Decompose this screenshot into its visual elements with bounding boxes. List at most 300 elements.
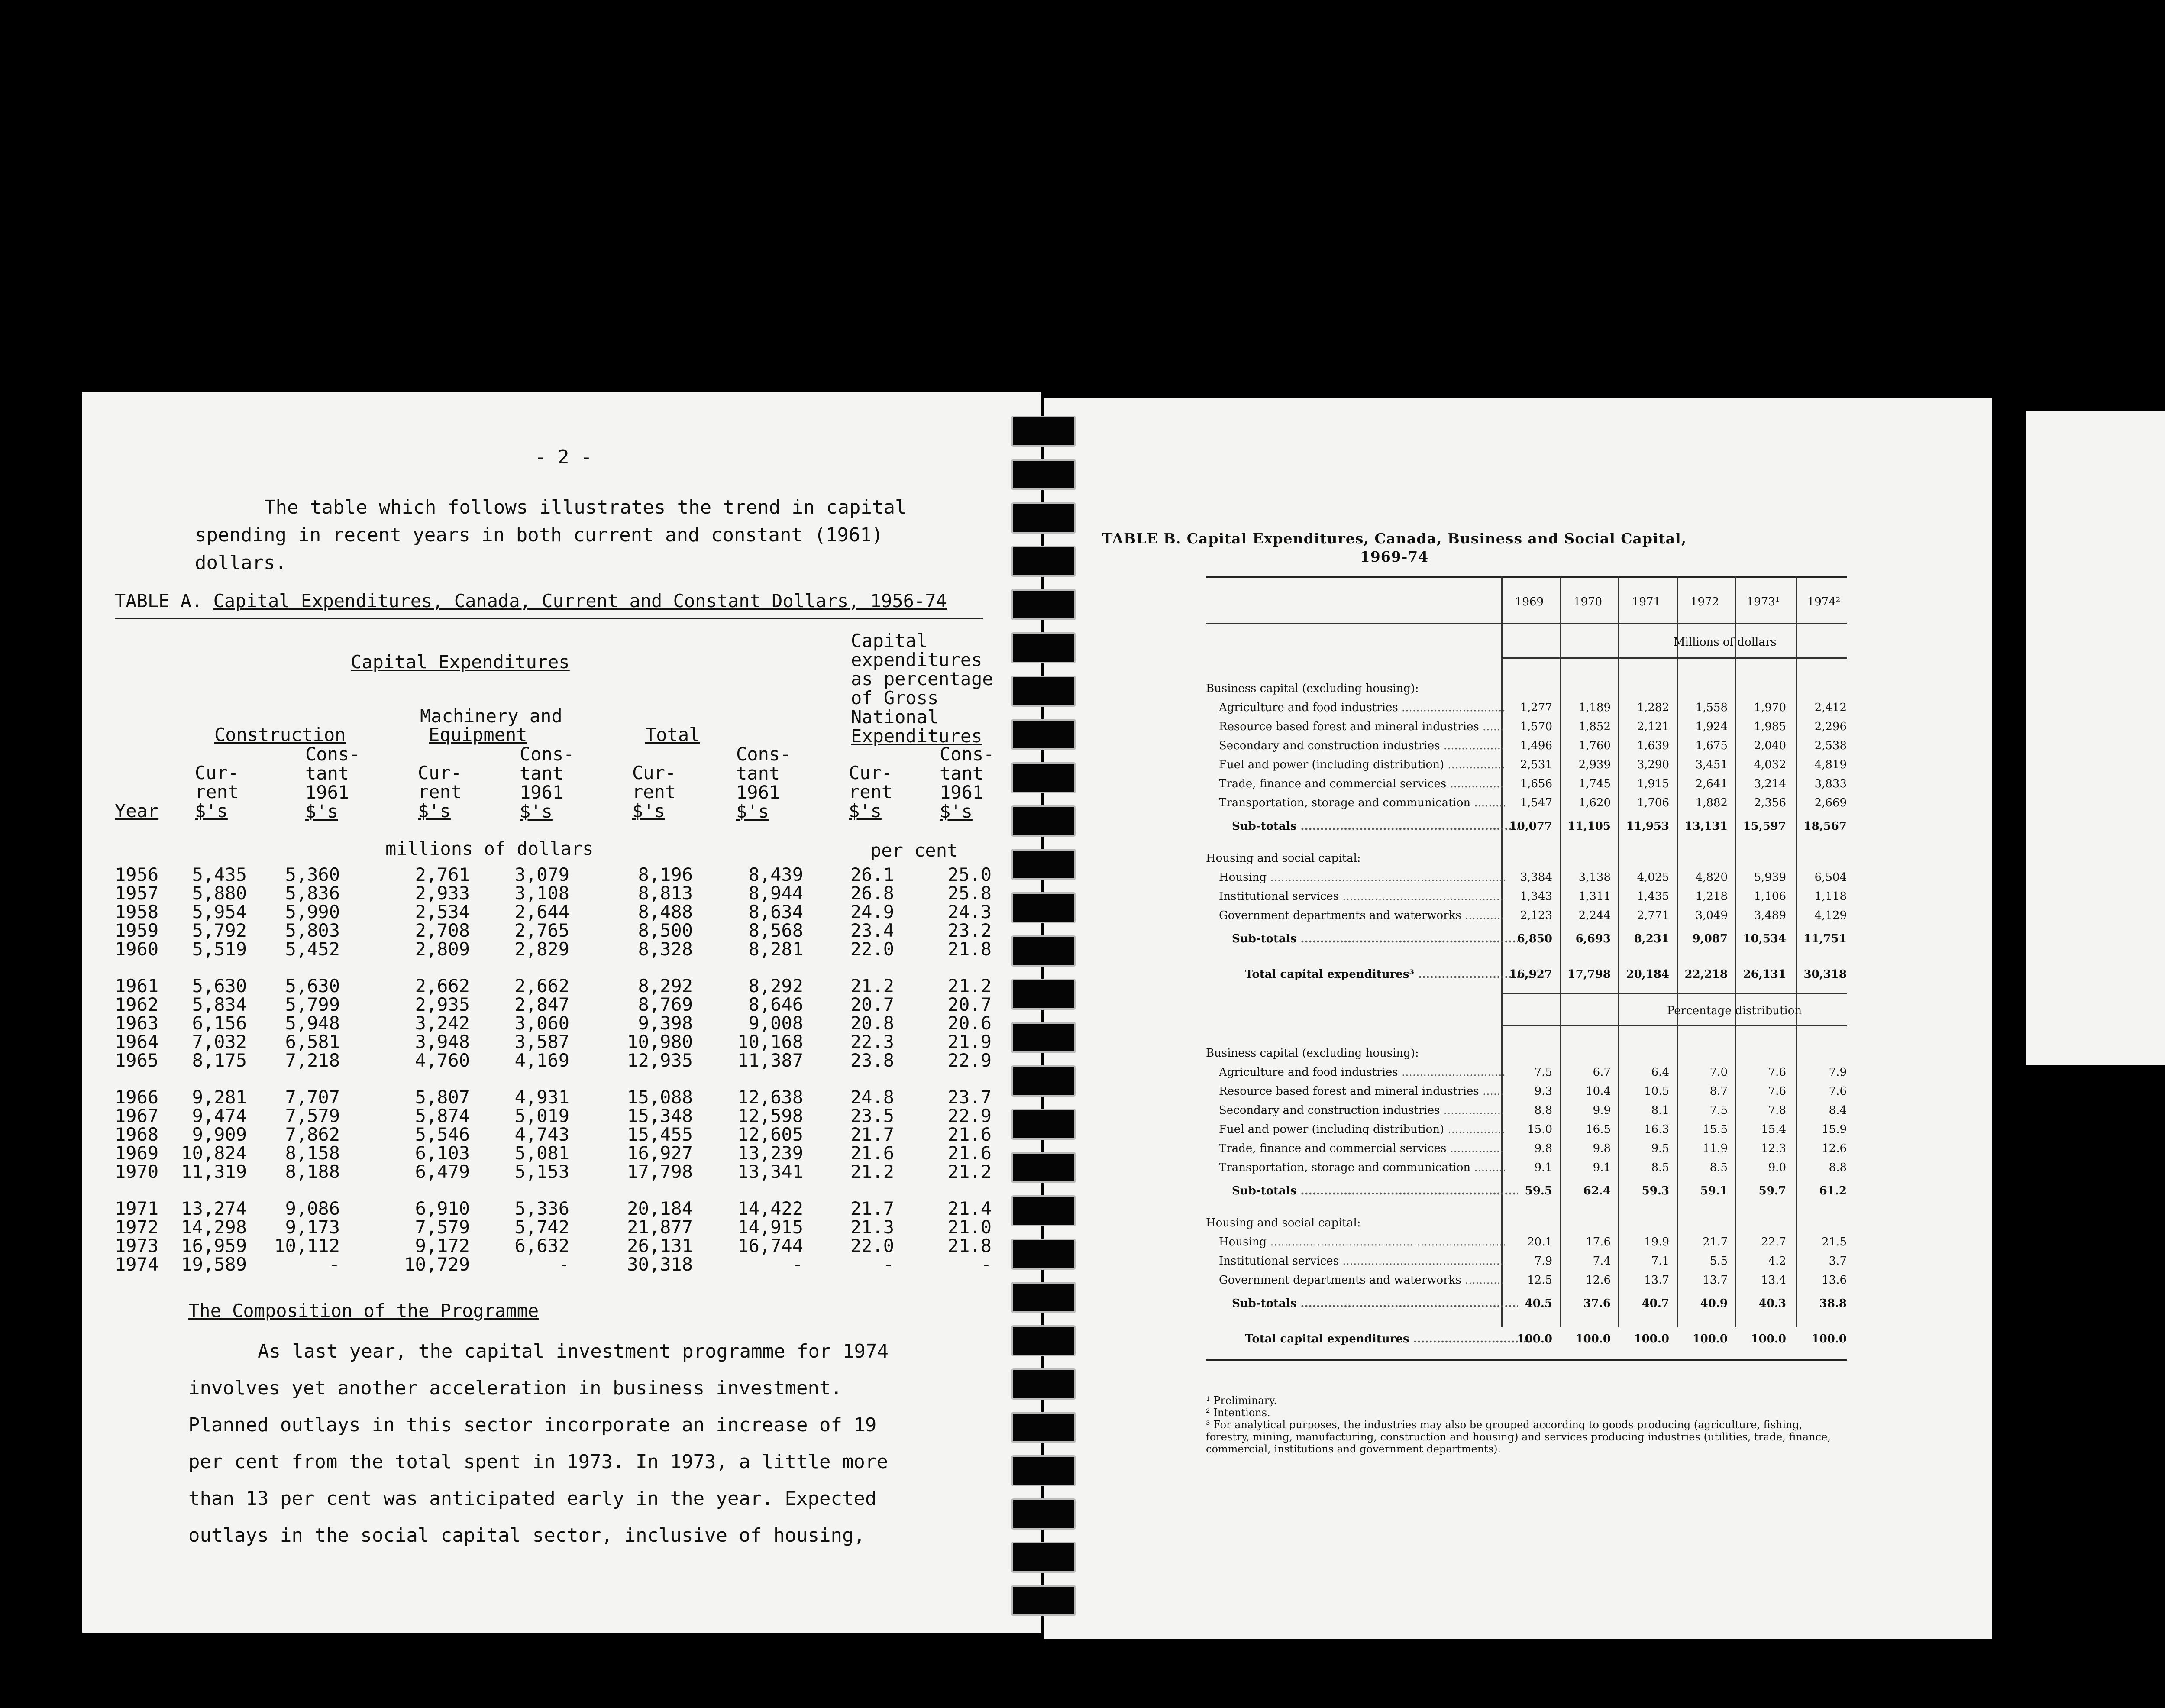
table-cell: 15.0 bbox=[1527, 1123, 1552, 1136]
table-b-row bbox=[1206, 701, 1847, 714]
binding-coil bbox=[1011, 1325, 1076, 1356]
table-cell: 9.5 bbox=[1651, 1142, 1669, 1155]
table-b-row bbox=[1206, 1104, 1847, 1117]
header-current-line: rent bbox=[418, 781, 462, 802]
year-cell: 1965 bbox=[115, 1050, 159, 1071]
table-cell: 10.4 bbox=[1586, 1085, 1611, 1098]
table-cell: 1,343 bbox=[1520, 890, 1552, 903]
row-label: Fuel and power (including distribution) ..... bbox=[1219, 758, 1505, 771]
table-cell: 21.0 bbox=[947, 1216, 992, 1238]
header-gne-line: as percentage bbox=[851, 668, 993, 689]
table-cell: 9.8 bbox=[1534, 1142, 1552, 1155]
table-cell: 4,032 bbox=[1754, 758, 1786, 771]
table-cell: 14,422 bbox=[737, 1198, 803, 1219]
table-cell: 21.7 bbox=[1703, 1236, 1728, 1249]
table-cell: 62.4 bbox=[1583, 1184, 1611, 1197]
table-cell: 2,765 bbox=[514, 920, 569, 941]
table-cell: 2,538 bbox=[1814, 739, 1847, 752]
section-heading: The Composition of the Programme bbox=[188, 1300, 539, 1321]
header-constant-line: 1961 bbox=[520, 782, 564, 803]
row-label: Housing and social capital: bbox=[1206, 852, 1361, 865]
table-b-row bbox=[1206, 1161, 1847, 1174]
table-cell: 8,488 bbox=[638, 901, 693, 922]
table-cell: 8,769 bbox=[638, 994, 693, 1015]
body-line: involves yet another acceleration in business investment. bbox=[188, 1377, 842, 1399]
row-label: Housing ..... bbox=[1219, 871, 1505, 884]
table-cell: 9,008 bbox=[748, 1013, 803, 1034]
year-cell: 1974 bbox=[115, 1254, 159, 1275]
table-cell: - bbox=[329, 1254, 340, 1275]
table-cell: 19,589 bbox=[181, 1254, 247, 1275]
table-cell: 9,173 bbox=[285, 1216, 340, 1238]
table-cell: 8.8 bbox=[1829, 1161, 1847, 1174]
table-cell: 3,108 bbox=[514, 883, 569, 904]
binding-coil bbox=[1011, 632, 1076, 663]
table-cell: 6.4 bbox=[1651, 1066, 1669, 1079]
table-cell: 2,935 bbox=[415, 994, 470, 1015]
table-cell: 5,939 bbox=[1754, 871, 1786, 884]
table-cell: 15.9 bbox=[1822, 1123, 1847, 1136]
table-cell: 5,948 bbox=[285, 1013, 340, 1034]
table-cell: 6,632 bbox=[514, 1235, 569, 1256]
table-cell: 2,412 bbox=[1814, 701, 1847, 714]
row-label: Total capital expenditures³ ..... bbox=[1245, 968, 1531, 981]
table-cell: 6,156 bbox=[192, 1013, 247, 1034]
table-cell: 5,519 bbox=[192, 938, 247, 960]
table-cell: 2,708 bbox=[415, 920, 470, 941]
table-cell: 5,452 bbox=[285, 938, 340, 960]
row-label: Institutional services ..... bbox=[1219, 890, 1505, 903]
year-cell: 1970 bbox=[115, 1161, 159, 1182]
year-cell: 1964 bbox=[115, 1031, 159, 1052]
table-cell: 7.6 bbox=[1829, 1085, 1847, 1098]
table-cell: 4,025 bbox=[1637, 871, 1669, 884]
table-cell: 4,931 bbox=[514, 1087, 569, 1108]
table-cell: 8,292 bbox=[638, 975, 693, 996]
table-cell: 4,743 bbox=[514, 1124, 569, 1145]
table-cell: 10,729 bbox=[404, 1254, 470, 1275]
table-cell: 7.5 bbox=[1534, 1066, 1552, 1079]
binding-coil bbox=[1011, 892, 1076, 923]
table-b-top-rule bbox=[1206, 576, 1847, 578]
header-constant-line: tant bbox=[520, 763, 564, 784]
table-b-bottom-rule bbox=[1206, 1359, 1847, 1361]
table-cell: 13,239 bbox=[737, 1142, 803, 1164]
table-cell: 26,131 bbox=[627, 1235, 693, 1256]
table-cell: 8,500 bbox=[638, 920, 693, 941]
table-cell: 100.0 bbox=[1517, 1333, 1552, 1346]
table-cell: 5,954 bbox=[192, 901, 247, 922]
table-cell: 3,049 bbox=[1695, 909, 1728, 922]
table-cell: 16.5 bbox=[1586, 1123, 1611, 1136]
table-cell: 26,131 bbox=[1743, 968, 1786, 981]
year-cell: 1960 bbox=[115, 938, 159, 960]
unit-percent: Percentage distribution bbox=[1667, 1004, 1802, 1017]
header-gne-group bbox=[851, 631, 993, 746]
header-gne-line: expenditures bbox=[851, 649, 982, 670]
header-constant bbox=[940, 745, 994, 821]
table-cell: 2,939 bbox=[1578, 758, 1611, 771]
intro-line: dollars. bbox=[195, 552, 287, 574]
row-label: Sub-totals ..... bbox=[1232, 1184, 1518, 1197]
table-cell: 9,909 bbox=[192, 1124, 247, 1145]
table-cell: 3,384 bbox=[1520, 871, 1552, 884]
table-cell: 9,398 bbox=[638, 1013, 693, 1034]
header-total: Total bbox=[645, 724, 700, 745]
table-cell: 1,915 bbox=[1637, 777, 1669, 790]
table-cell: 2,644 bbox=[514, 901, 569, 922]
table-cell: 7.6 bbox=[1768, 1085, 1786, 1098]
year-cell: 1957 bbox=[115, 883, 159, 904]
binding-coil bbox=[1011, 935, 1076, 967]
table-cell: 20.1 bbox=[1527, 1236, 1552, 1249]
unit-millions: millions of dollars bbox=[385, 838, 594, 859]
header-constant-line: tant bbox=[305, 763, 349, 784]
table-cell: 3,489 bbox=[1754, 909, 1786, 922]
year-cell: 1966 bbox=[115, 1087, 159, 1108]
table-cell: 2,669 bbox=[1814, 796, 1847, 809]
table-cell: 6,479 bbox=[415, 1161, 470, 1182]
binding-coil bbox=[1011, 979, 1076, 1010]
table-cell: 3,833 bbox=[1814, 777, 1847, 790]
row-label: Business capital (excluding housing): bbox=[1206, 682, 1419, 695]
table-b-row bbox=[1206, 890, 1847, 903]
header-constant-line: $'s bbox=[736, 801, 769, 822]
year-cell: 1973 bbox=[115, 1235, 159, 1256]
year-header-cell: 1974² bbox=[1807, 595, 1841, 608]
table-cell: 23.7 bbox=[947, 1087, 992, 1108]
header-constant-line: 1961 bbox=[940, 782, 984, 803]
header-constant-line: Cons- bbox=[940, 744, 995, 765]
table-cell: 9.0 bbox=[1768, 1161, 1786, 1174]
table-cell: 2,641 bbox=[1695, 777, 1728, 790]
binding-coil bbox=[1011, 1195, 1076, 1226]
table-cell: 2,534 bbox=[415, 901, 470, 922]
table-cell: 7.8 bbox=[1768, 1104, 1786, 1117]
table-cell: 61.2 bbox=[1819, 1184, 1847, 1197]
table-cell: 13,274 bbox=[181, 1198, 247, 1219]
table-cell: 9.1 bbox=[1593, 1161, 1611, 1174]
table-cell: 3,290 bbox=[1637, 758, 1669, 771]
year-cell: 1968 bbox=[115, 1124, 159, 1145]
unit-percent: per cent bbox=[870, 840, 958, 861]
row-label: Agriculture and food industries ..... bbox=[1219, 701, 1505, 714]
footnote: ¹ Preliminary. bbox=[1206, 1394, 1277, 1407]
binding-coil bbox=[1011, 762, 1076, 793]
table-cell: 12.6 bbox=[1586, 1274, 1611, 1287]
binding-coil bbox=[1011, 1542, 1076, 1573]
binding-coil bbox=[1011, 1412, 1076, 1443]
table-cell: 21.2 bbox=[947, 975, 992, 996]
row-label: Transportation, storage and communication ..... bbox=[1219, 796, 1505, 809]
table-cell: 6,581 bbox=[285, 1031, 340, 1052]
table-cell: 8.8 bbox=[1534, 1104, 1552, 1117]
row-label: Government departments and waterworks ..... bbox=[1219, 909, 1505, 922]
year-cell: 1971 bbox=[115, 1198, 159, 1219]
table-b-row bbox=[1206, 1274, 1847, 1287]
row-label: Total capital expenditures ..... bbox=[1245, 1333, 1531, 1346]
table-cell: 6,910 bbox=[415, 1198, 470, 1219]
row-label: Secondary and construction industries ..... bbox=[1219, 1104, 1505, 1117]
binding-coil bbox=[1011, 416, 1076, 447]
table-cell: 7,862 bbox=[285, 1124, 340, 1145]
table-b-row bbox=[1206, 682, 1847, 695]
table-cell: - bbox=[980, 1254, 992, 1275]
header-constant-line: 1961 bbox=[305, 782, 349, 803]
header-constant-line: Cons- bbox=[305, 744, 360, 765]
table-cell: 1,745 bbox=[1578, 777, 1611, 790]
table-cell: 1,970 bbox=[1754, 701, 1786, 714]
table-cell: 12,935 bbox=[627, 1050, 693, 1071]
table-cell: 23.2 bbox=[947, 920, 992, 941]
table-cell: 3,214 bbox=[1754, 777, 1786, 790]
page-number: - 2 - bbox=[535, 446, 592, 468]
table-cell: 2,531 bbox=[1520, 758, 1552, 771]
table-cell: 21.7 bbox=[850, 1124, 894, 1145]
table-b-row bbox=[1206, 1216, 1847, 1229]
table-b-row bbox=[1206, 1236, 1847, 1249]
header-gne-line: National bbox=[851, 706, 939, 728]
table-b-divider bbox=[1501, 993, 1847, 994]
table-cell: 17.6 bbox=[1586, 1236, 1611, 1249]
header-gne-line: of Gross bbox=[851, 687, 939, 708]
header-constant-line: tant bbox=[736, 763, 780, 784]
table-cell: 1,106 bbox=[1754, 890, 1786, 903]
table-cell: 5,546 bbox=[415, 1124, 470, 1145]
table-a-label: TABLE A. bbox=[115, 590, 203, 611]
row-label: Institutional services ..... bbox=[1219, 1255, 1505, 1268]
table-cell: 8,944 bbox=[748, 883, 803, 904]
table-cell: 21.8 bbox=[947, 1235, 992, 1256]
header-constant-line: tant bbox=[940, 763, 984, 784]
table-cell: 7.9 bbox=[1534, 1255, 1552, 1268]
table-cell: 5,880 bbox=[192, 883, 247, 904]
table-cell: 22.0 bbox=[850, 1235, 894, 1256]
table-cell: 7.9 bbox=[1829, 1066, 1847, 1079]
table-cell: 21.2 bbox=[947, 1161, 992, 1182]
table-cell: 40.5 bbox=[1525, 1297, 1552, 1310]
table-b-row bbox=[1206, 932, 1847, 945]
binding-coil bbox=[1011, 1498, 1076, 1530]
binding-coil bbox=[1011, 1065, 1076, 1097]
table-b-row bbox=[1206, 871, 1847, 884]
table-cell: 4,819 bbox=[1814, 758, 1847, 771]
header-current-line: Cur- bbox=[849, 762, 893, 783]
table-cell: 15,348 bbox=[627, 1105, 693, 1126]
table-cell: 2,244 bbox=[1578, 909, 1611, 922]
table-cell: 9,086 bbox=[285, 1198, 340, 1219]
table-cell: 10,824 bbox=[181, 1142, 247, 1164]
table-cell: 10,112 bbox=[274, 1235, 340, 1256]
table-cell: 5.5 bbox=[1709, 1255, 1728, 1268]
table-cell: 3,587 bbox=[514, 1031, 569, 1052]
table-b-year-header bbox=[1206, 595, 1847, 613]
table-cell: 5,360 bbox=[285, 864, 340, 885]
row-label: Transportation, storage and communication ..... bbox=[1219, 1161, 1505, 1174]
table-cell: 5,874 bbox=[415, 1105, 470, 1126]
table-b-row bbox=[1206, 968, 1847, 981]
year-cell: 1961 bbox=[115, 975, 159, 996]
unit-rule bbox=[1501, 657, 1847, 659]
table-cell: 1,656 bbox=[1520, 777, 1552, 790]
table-cell: 22,218 bbox=[1684, 968, 1728, 981]
table-cell: 2,121 bbox=[1637, 720, 1669, 733]
row-label: Sub-totals ..... bbox=[1232, 820, 1518, 833]
binding-coil bbox=[1011, 1455, 1076, 1486]
table-b-row bbox=[1206, 758, 1847, 771]
table-cell: 26.1 bbox=[850, 864, 894, 885]
table-cell: 5,990 bbox=[285, 901, 340, 922]
table-b-row bbox=[1206, 1085, 1847, 1098]
table-cell: 21.4 bbox=[947, 1198, 992, 1219]
table-b-title bbox=[1044, 530, 1745, 566]
table-cell: 12,605 bbox=[737, 1124, 803, 1145]
binding-coil bbox=[1011, 719, 1076, 750]
row-label: Agriculture and food industries ..... bbox=[1219, 1066, 1505, 1079]
header-current-line: $'s bbox=[849, 800, 882, 822]
row-label: Trade, finance and commercial services ..... bbox=[1219, 1142, 1505, 1155]
row-label: Sub-totals ..... bbox=[1232, 932, 1518, 945]
table-cell: 10.5 bbox=[1644, 1085, 1669, 1098]
table-cell: 15,455 bbox=[627, 1124, 693, 1145]
table-cell: 26.8 bbox=[850, 883, 894, 904]
spiral-binding bbox=[1005, 416, 1078, 1646]
table-b-header-rule bbox=[1206, 623, 1847, 624]
table-cell: 3,451 bbox=[1695, 758, 1728, 771]
header-current-line: rent bbox=[849, 781, 893, 802]
table-b-row bbox=[1206, 820, 1847, 833]
table-cell: 5,336 bbox=[514, 1198, 569, 1219]
year-header-cell: 1973¹ bbox=[1746, 595, 1780, 608]
year-cell: 1958 bbox=[115, 901, 159, 922]
table-cell: 6.7 bbox=[1593, 1066, 1611, 1079]
table-cell: 5,435 bbox=[192, 864, 247, 885]
table-cell: 8,813 bbox=[638, 883, 693, 904]
table-cell: 21.2 bbox=[850, 975, 894, 996]
table-cell: 20,184 bbox=[627, 1198, 693, 1219]
table-cell: 1,639 bbox=[1637, 739, 1669, 752]
table-cell: 100.0 bbox=[1692, 1333, 1728, 1346]
row-label: Government departments and waterworks ..... bbox=[1219, 1274, 1505, 1287]
table-cell: 21.6 bbox=[947, 1124, 992, 1145]
table-cell: 7,032 bbox=[192, 1031, 247, 1052]
table-cell: 9.3 bbox=[1534, 1085, 1552, 1098]
table-cell: 1,852 bbox=[1578, 720, 1611, 733]
table-cell: 2,847 bbox=[514, 994, 569, 1015]
binding-coil bbox=[1011, 546, 1076, 577]
table-cell: 14,915 bbox=[737, 1216, 803, 1238]
header-constant-line: $'s bbox=[940, 801, 973, 822]
table-cell: 7,579 bbox=[415, 1216, 470, 1238]
table-cell: 20.7 bbox=[850, 994, 894, 1015]
table-cell: 15,088 bbox=[627, 1087, 693, 1108]
table-cell: 10,168 bbox=[737, 1031, 803, 1052]
table-cell: 8,175 bbox=[192, 1050, 247, 1071]
table-cell: 12,598 bbox=[737, 1105, 803, 1126]
table-cell: 11,387 bbox=[737, 1050, 803, 1071]
table-cell: 3,948 bbox=[415, 1031, 470, 1052]
table-cell: 2,040 bbox=[1754, 739, 1786, 752]
table-cell: 11,953 bbox=[1626, 820, 1669, 833]
table-cell: 6,693 bbox=[1575, 932, 1611, 945]
table-cell: 21,877 bbox=[627, 1216, 693, 1238]
table-cell: 8,634 bbox=[748, 901, 803, 922]
header-constant-line: Cons- bbox=[520, 744, 575, 765]
table-cell: 40.3 bbox=[1758, 1297, 1786, 1310]
table-cell: 1,435 bbox=[1637, 890, 1669, 903]
table-cell: 1,675 bbox=[1695, 739, 1728, 752]
table-cell: 7.4 bbox=[1593, 1255, 1611, 1268]
table-b-row bbox=[1206, 852, 1847, 865]
table-cell: 13.7 bbox=[1703, 1274, 1728, 1287]
footnote: ³ For analytical purposes, the industries may also be grouped according to goods producing (agriculture, fishing, forestry, mining, manufacturing, construction and housing) and services producing industries (utilities, trade, finance, commercial, institutions and government departments). bbox=[1206, 1419, 1831, 1455]
table-cell: 17,798 bbox=[627, 1161, 693, 1182]
year-header-cell: 1971 bbox=[1632, 595, 1661, 608]
table-cell: 5,742 bbox=[514, 1216, 569, 1238]
table-a-caption: Capital Expenditures, Canada, Current and Constant Dollars, 1956-74 bbox=[213, 590, 947, 611]
table-b-row bbox=[1206, 1142, 1847, 1155]
table-cell: 6,850 bbox=[1517, 932, 1552, 945]
table-cell: 11.9 bbox=[1703, 1142, 1728, 1155]
table-cell: - bbox=[558, 1254, 569, 1275]
table-cell: 8,646 bbox=[748, 994, 803, 1015]
table-cell: 1,760 bbox=[1578, 739, 1611, 752]
table-cell: 21.5 bbox=[1822, 1236, 1847, 1249]
table-b-title-line: 1969-74 bbox=[1360, 548, 1429, 565]
table-cell: 23.5 bbox=[850, 1105, 894, 1126]
table-cell: 18,567 bbox=[1803, 820, 1847, 833]
row-label: Housing and social capital: bbox=[1206, 1216, 1361, 1229]
row-label: Trade, finance and commercial services ..... bbox=[1219, 777, 1505, 790]
table-b-row bbox=[1206, 796, 1847, 809]
table-cell: 11,751 bbox=[1803, 932, 1847, 945]
table-cell: 22.9 bbox=[947, 1105, 992, 1126]
table-cell: 9.8 bbox=[1593, 1142, 1611, 1155]
header-constant-line: $'s bbox=[520, 801, 553, 822]
table-cell: 7,707 bbox=[285, 1087, 340, 1108]
table-cell: 59.3 bbox=[1642, 1184, 1669, 1197]
table-cell: 6,504 bbox=[1814, 871, 1847, 884]
header-constant bbox=[305, 745, 360, 821]
table-cell: 59.5 bbox=[1525, 1184, 1552, 1197]
table-cell: 17,798 bbox=[1567, 968, 1611, 981]
table-cell: 2,662 bbox=[514, 975, 569, 996]
header-current-line: Cur- bbox=[418, 762, 462, 783]
table-cell: 9,281 bbox=[192, 1087, 247, 1108]
table-cell: 1,882 bbox=[1695, 796, 1728, 809]
header-machinery-line2: Equipment bbox=[429, 724, 527, 745]
table-cell: 3,060 bbox=[514, 1013, 569, 1034]
binding-coil bbox=[1011, 849, 1076, 880]
table-cell: 16,927 bbox=[1509, 968, 1552, 981]
table-cell: 4,129 bbox=[1814, 909, 1847, 922]
table-cell: 2,123 bbox=[1520, 909, 1552, 922]
table-cell: 10,077 bbox=[1509, 820, 1552, 833]
table-cell: 21.6 bbox=[850, 1142, 894, 1164]
table-cell: 30,318 bbox=[627, 1254, 693, 1275]
table-cell: 10,534 bbox=[1743, 932, 1786, 945]
table-cell: 11,105 bbox=[1567, 820, 1611, 833]
row-label: Resource based forest and mineral industries ..... bbox=[1219, 720, 1505, 733]
table-cell: 20.7 bbox=[947, 994, 992, 1015]
table-cell: 1,985 bbox=[1754, 720, 1786, 733]
table-cell: 1,218 bbox=[1695, 890, 1728, 903]
table-cell: 3,242 bbox=[415, 1013, 470, 1034]
table-cell: 1,311 bbox=[1578, 890, 1611, 903]
table-b-row bbox=[1206, 1047, 1847, 1060]
header-current bbox=[849, 763, 892, 821]
header-constant-line: Cons- bbox=[736, 744, 791, 765]
